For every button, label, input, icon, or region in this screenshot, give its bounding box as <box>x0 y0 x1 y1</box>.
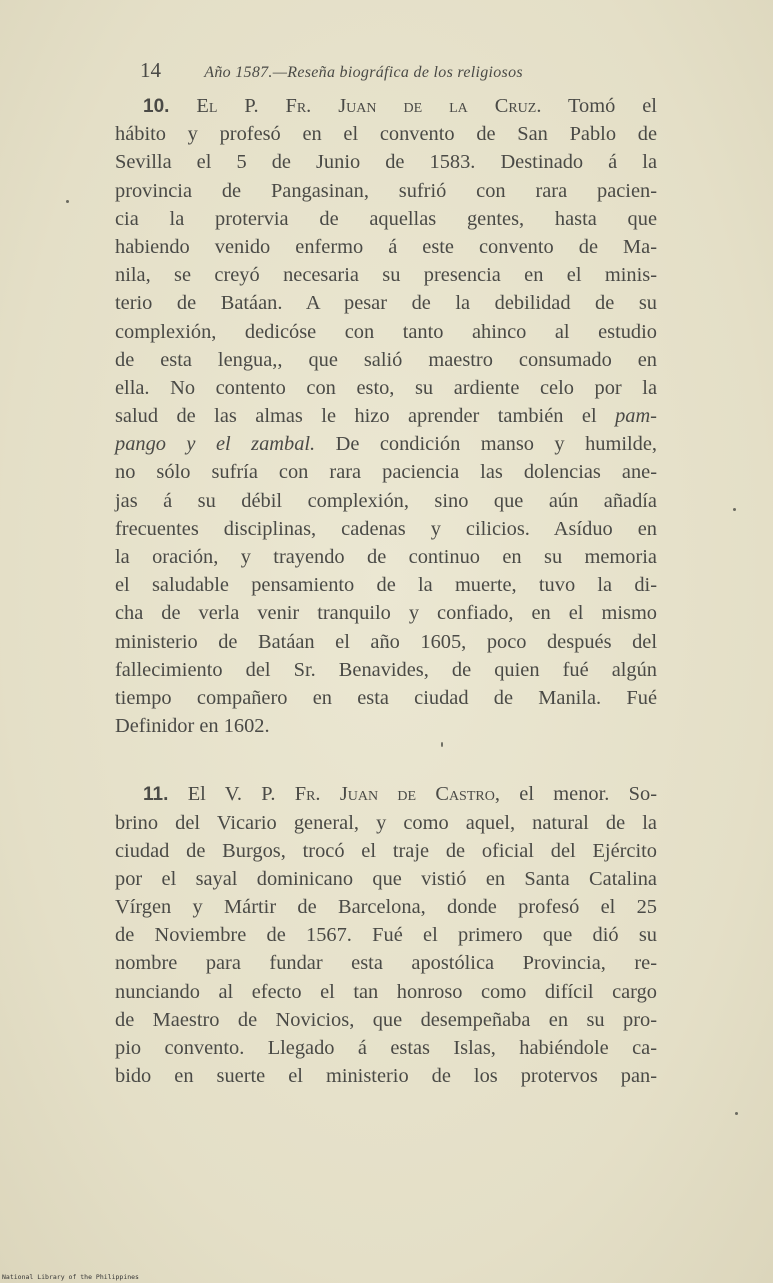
italic-term: pam- <box>615 405 657 428</box>
text-line: nila, se creyó necesaria su presencia en el minis- <box>115 264 657 287</box>
text-line: cia la protervia de aquellas gentes, hasta que <box>115 207 657 230</box>
text-line: fallecimiento del Sr. Benavides, de quien fué algún <box>115 658 657 681</box>
page-number: 14 <box>140 58 161 82</box>
text-line: terio de Batáan. A pesar de la debilidad de su <box>115 292 657 315</box>
text-line: Vírgen y Mártir de Barcelona, donde profesó el 25 <box>115 896 657 919</box>
text-line: frecuentes disciplinas, cadenas y cilicios. Asíduo en <box>115 517 657 540</box>
entry-10-heading-line <box>115 92 657 120</box>
text-line: de Maestro de Novicios, que desempeñaba en su pro- <box>115 1008 657 1031</box>
text-line: Definidor en 1602. <box>115 715 270 738</box>
text-line: complexión, dedicóse con tanto ahinco al estudio <box>115 320 657 343</box>
text-line: de esta lengua,, que salió maestro consumado en <box>115 348 657 371</box>
text-line: cha de verla venir tranquilo y confiado, en el mismo <box>115 602 657 625</box>
body-text <box>115 92 657 1090</box>
library-footer: National Library of the Philippines <box>2 1273 139 1281</box>
text-line: el menor. So- <box>519 783 657 806</box>
text-line: tiempo compañero en esta ciudad de Manila. Fué <box>115 686 657 709</box>
text-line: no sólo sufría con rara paciencia las dolencias ane- <box>115 461 657 484</box>
text-line: Tomó el <box>568 95 657 117</box>
text-line: provincia de Pangasinan, sufrió con rara pacien- <box>115 179 657 202</box>
text-line: nombre para fundar esta apostólica Provincia, re- <box>115 952 657 975</box>
text-line: brino del Vicario general, y como aquel, natural de la <box>115 811 657 834</box>
italic-term: pango y el <box>115 433 231 456</box>
italic-term: zambal. <box>251 433 316 456</box>
text-line: ministerio de Batáan el año 1605, poco después del <box>115 630 657 653</box>
running-head: Año 1587.—Reseña biográfica de los religiosos <box>204 64 523 81</box>
paragraph-gap <box>115 740 657 780</box>
text-line: habiendo venido enfermo á este convento de Ma- <box>115 235 657 258</box>
text-line-with-italic <box>115 430 657 458</box>
entry-number: 10. <box>143 96 170 117</box>
text-line: jas á su débil complexión, sino que aún añadía <box>115 489 657 512</box>
text-line: ciudad de Burgos, trocó el traje de oficial del Ejército <box>115 839 657 862</box>
text-fragment: salud de las almas le hizo aprender también el <box>115 405 597 428</box>
text-line: la oración, y trayendo de continuo en su memoria <box>115 546 657 568</box>
entry-name: Fr. Juan de Castro, <box>294 783 500 806</box>
text-line: ella. No contento con esto, su ardiente celo por la <box>115 376 657 399</box>
scan-speck <box>441 742 443 747</box>
entry-11-heading-line <box>115 780 657 808</box>
page-header <box>140 58 660 83</box>
text-line: de Noviembre de 1567. Fué el primero que dió su <box>115 924 657 947</box>
text-line: Sevilla el 5 de Junio de 1583. Destinado á la <box>115 151 657 174</box>
entry-name: El P. Fr. Juan de la Cruz. <box>196 95 542 117</box>
text-fragment: De condición manso y humilde, <box>335 433 657 456</box>
scan-speck <box>66 200 69 203</box>
text-line: pio convento. Llegado á estas Islas, habiéndole ca- <box>115 1037 657 1059</box>
text-line: nunciando al efecto el tan honroso como difícil cargo <box>115 980 657 1003</box>
text-line-with-italic <box>115 402 657 430</box>
scan-speck <box>735 1112 738 1115</box>
entry-name-prefix: El V. P. <box>187 783 276 806</box>
text-line: por el sayal dominicano que vistió en Santa Catalina <box>115 867 657 890</box>
scan-speck <box>733 508 736 511</box>
text-line: el saludable pensamiento de la muerte, tuvo la di- <box>115 574 657 597</box>
entry-number: 11. <box>143 784 169 806</box>
text-line: bido en suerte el ministerio de los protervos pan- <box>115 1065 657 1088</box>
text-line: hábito y profesó en el convento de San Pablo de <box>115 123 657 146</box>
